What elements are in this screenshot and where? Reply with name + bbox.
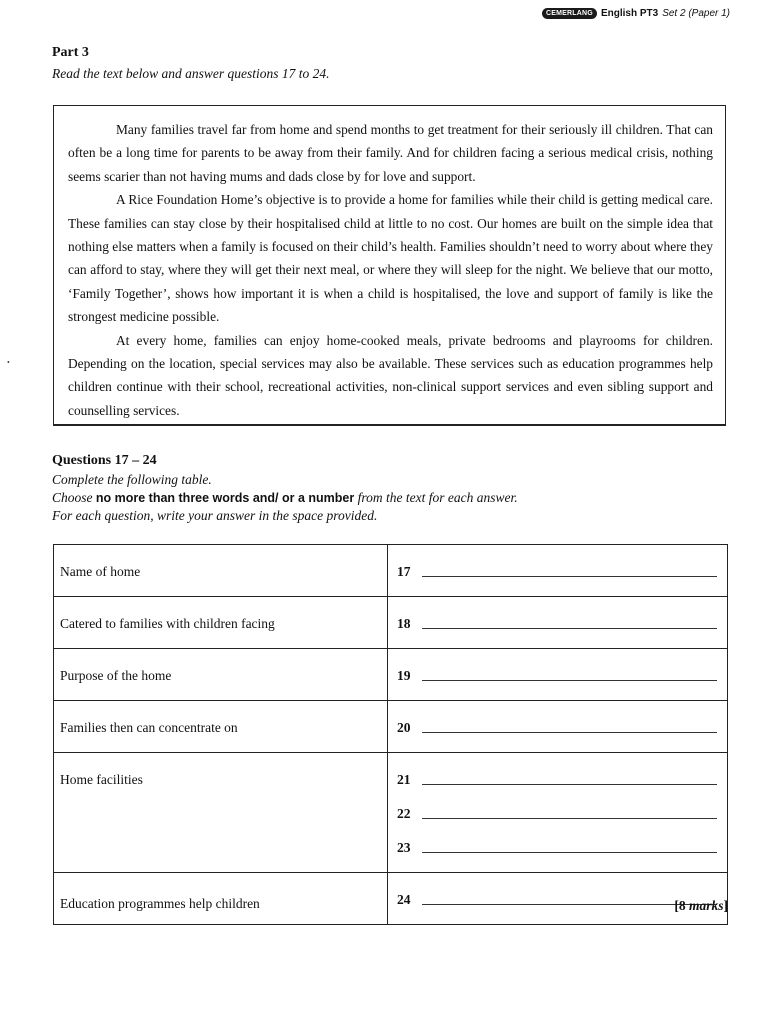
- question-number: 20: [397, 720, 411, 735]
- table-row: [54, 649, 728, 701]
- publisher-logo: CEMERLANG: [542, 8, 597, 19]
- word-limit-rule: no more than three words and/ or a number: [95, 491, 355, 505]
- row-label: Families then can concentrate on: [54, 701, 388, 753]
- row-label: Purpose of the home: [54, 649, 388, 701]
- answer-line: [397, 890, 717, 908]
- question-number: 21: [397, 772, 411, 787]
- answer-line: [397, 770, 717, 788]
- answer-cell: [388, 753, 728, 873]
- answer-table: [53, 544, 728, 925]
- passage-paragraph-2: A Rice Foundation Home’s objective is to provide a home for families while their child is getting medical care. These families can stay close by their hospitalised child at little to no cost. Our homes are built on the simple idea that nothing else matters when a family is focused on their child’s health. Families shouldn’t need to worry about where they can afford to stay, where they will get their next meal, or where they will sleep for the night. We believe that our motto, ‘Family Together’, shows how important it is when a child is hospitalised, the love and support of family is like the strongest medicine possible.: [68, 192, 713, 325]
- table-row: [54, 753, 728, 873]
- subject-label: English PT3: [600, 8, 659, 19]
- part-instruction: Read the text below and answer questions 17 to 24.: [52, 66, 330, 81]
- questions-instruction-2: Choose no more than three words and/ or a number from the text for each answer.: [52, 490, 518, 505]
- answer-line: [397, 666, 717, 684]
- answer-cell: [388, 597, 728, 649]
- table-row: [54, 873, 728, 925]
- answer-blank[interactable]: [422, 783, 717, 785]
- table-row: [54, 597, 728, 649]
- page-header: [542, 8, 730, 19]
- set-label: Set 2 (Paper 1): [662, 8, 730, 19]
- answer-cell: [388, 545, 728, 597]
- answer-line: [397, 804, 717, 822]
- table-row: [54, 545, 728, 597]
- answer-blank[interactable]: [422, 731, 717, 733]
- answer-blank[interactable]: [422, 575, 717, 577]
- answer-line: [397, 718, 717, 736]
- margin-mark: •: [7, 358, 10, 367]
- question-number: 18: [397, 616, 411, 631]
- answer-blank[interactable]: [422, 851, 717, 853]
- question-number: 24: [397, 892, 411, 907]
- questions-instruction-1: Complete the following table.: [52, 472, 212, 487]
- marks-total: [8 marks]: [674, 898, 728, 913]
- question-number: 22: [397, 806, 411, 821]
- questions-title: Questions 17 – 24: [52, 453, 157, 468]
- reading-passage: [53, 105, 726, 426]
- row-label: Name of home: [54, 545, 388, 597]
- answer-blank[interactable]: [422, 903, 717, 905]
- question-number: 19: [397, 668, 411, 683]
- row-label: Catered to families with children facing: [54, 597, 388, 649]
- table-row: [54, 701, 728, 753]
- answer-cell: [388, 701, 728, 753]
- passage-paragraph-3: At every home, families can enjoy home-cooked meals, private bedrooms and playrooms for children. Depending on the location, special services may also be available. These services such as education programmes help children continue with their school, recreational activities, non-clinical support services and even sibling support and counselling services.: [68, 332, 713, 418]
- part-title: Part 3: [52, 45, 89, 60]
- answer-line: [397, 614, 717, 632]
- answer-blank[interactable]: [422, 679, 717, 681]
- row-label: Education programmes help children: [54, 873, 388, 925]
- questions-instruction-3: For each question, write your answer in the space provided.: [52, 508, 378, 523]
- answer-cell: [388, 649, 728, 701]
- question-number: 17: [397, 564, 411, 579]
- answer-blank[interactable]: [422, 627, 717, 629]
- passage-paragraph-1: Many families travel far from home and spend months to get treatment for their seriously ill children. That can often be a long time for parents to be away from their family. And for children facing a serious medical crisis, nothing seems scarier than not having mums and dads close by for love and support.: [68, 122, 713, 184]
- answer-line: [397, 838, 717, 856]
- answer-blank[interactable]: [422, 817, 717, 819]
- answer-line: [397, 562, 717, 580]
- row-label: Home facilities: [54, 753, 388, 873]
- question-number: 23: [397, 840, 411, 855]
